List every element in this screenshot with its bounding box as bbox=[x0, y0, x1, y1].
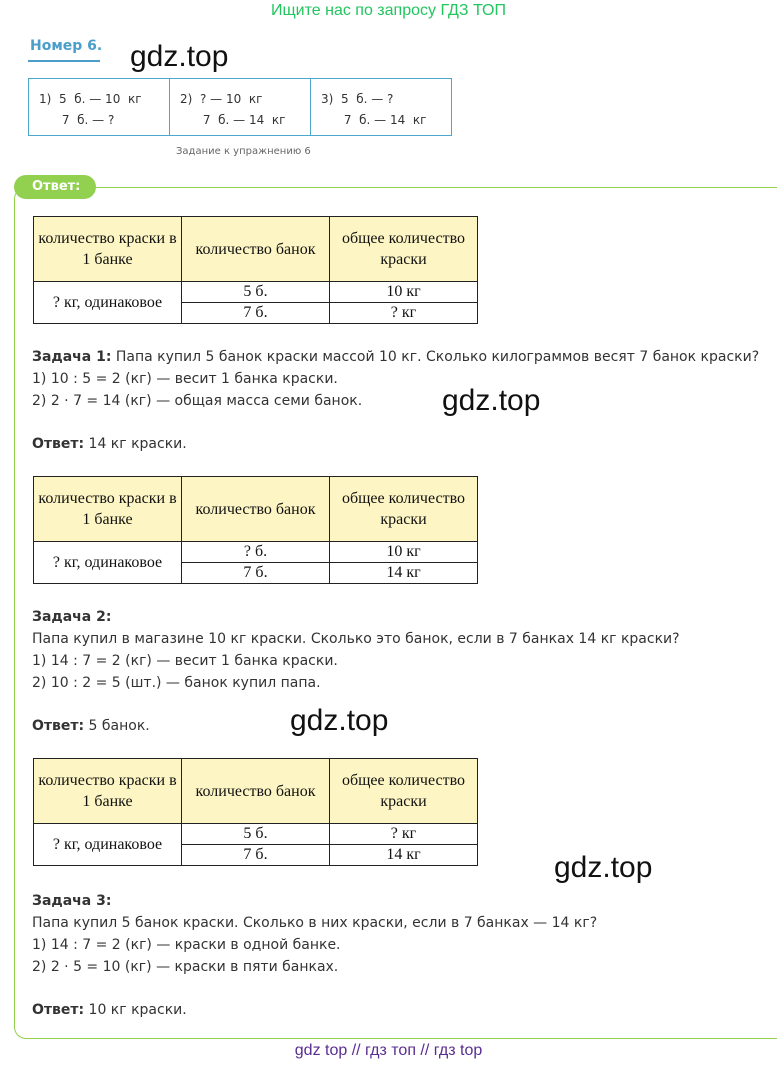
title-underline bbox=[28, 60, 100, 62]
table-cell: 10 кг bbox=[330, 282, 478, 303]
table-header: количество банок bbox=[182, 759, 330, 824]
table-cell: ? кг bbox=[330, 303, 478, 324]
task-3 bbox=[32, 890, 772, 1021]
solution-step: 2) 10 : 2 = 5 (шт.) — банок купил папа. bbox=[32, 675, 321, 691]
answer-text: 14 кг краски. bbox=[88, 436, 187, 452]
table-cell: ? кг, одинаковое bbox=[34, 542, 182, 584]
task-text: Папа купил 5 банок краски. Сколько в них краски, если в 7 банках — 14 кг? bbox=[32, 915, 598, 931]
table-cell: 5 б. bbox=[182, 282, 330, 303]
watermark: gdz.top bbox=[554, 851, 653, 884]
answer-tab: Ответ: bbox=[14, 175, 96, 199]
table-cell: 14 кг bbox=[330, 563, 478, 584]
exercise-number-title: Номер 6. bbox=[30, 38, 103, 54]
table-cell: ? кг bbox=[330, 824, 478, 845]
task-title: Задача 3: bbox=[32, 893, 112, 909]
data-table-1 bbox=[33, 216, 478, 324]
table-cell: 7 б. bbox=[182, 303, 330, 324]
footer-links[interactable]: gdz top // гдз топ // гдз top bbox=[294, 1042, 483, 1059]
search-banner: Ищите нас по запросу ГДЗ ТОП bbox=[271, 2, 506, 19]
table-cell: 10 кг bbox=[330, 542, 478, 563]
task-1 bbox=[32, 346, 772, 455]
task-title: Задача 2: bbox=[32, 609, 112, 625]
solution-step: 1) 14 : 7 = 2 (кг) — краски в одной банке. bbox=[32, 937, 341, 953]
table-cell: 5 б. bbox=[182, 824, 330, 845]
answer-label: Ответ: bbox=[32, 718, 85, 734]
table-cell: ? кг, одинаковое bbox=[34, 282, 182, 324]
watermark: gdz.top bbox=[290, 704, 389, 737]
table-header: общее количество краски bbox=[330, 759, 478, 824]
table-header: общее количество краски bbox=[330, 217, 478, 282]
task-text: Папа купил в магазине 10 кг краски. Сколько это банок, если в 7 банках 14 кг краски? bbox=[32, 631, 680, 647]
answer-text: 10 кг краски. bbox=[88, 1002, 187, 1018]
task-text: Папа купил 5 банок краски массой 10 кг. Сколько килограммов весят 7 банок краски? bbox=[115, 349, 760, 365]
table-cell: ? б. bbox=[182, 542, 330, 563]
table-cell: 7 б. bbox=[182, 563, 330, 584]
table-cell: 14 кг bbox=[330, 845, 478, 866]
task-2 bbox=[32, 606, 772, 737]
table-cell: 7 б. bbox=[182, 845, 330, 866]
table-header: общее количество краски bbox=[330, 477, 478, 542]
solution-step: 2) 2 · 7 = 14 (кг) — общая масса семи банок. bbox=[32, 393, 363, 409]
table-cell: ? кг, одинаковое bbox=[34, 824, 182, 866]
task-title: Задача 1: bbox=[32, 349, 112, 365]
solution-step: 1) 10 : 5 = 2 (кг) — весит 1 банка краски. bbox=[32, 371, 338, 387]
exercise-cell-1: 1) 5 б. — 10 кг 7 б. — ? bbox=[29, 79, 170, 135]
table-header: количество краски в 1 банке bbox=[34, 217, 182, 282]
table-header: количество банок bbox=[182, 217, 330, 282]
solution-step: 1) 14 : 7 = 2 (кг) — весит 1 банка краски. bbox=[32, 653, 338, 669]
exercise-caption: Задание к упражнению 6 bbox=[176, 146, 311, 157]
exercise-box bbox=[28, 78, 452, 136]
table-header: количество банок bbox=[182, 477, 330, 542]
table-header: количество краски в 1 банке bbox=[34, 759, 182, 824]
table-header: количество краски в 1 банке bbox=[34, 477, 182, 542]
answer-label: Ответ: bbox=[32, 436, 85, 452]
data-table-3 bbox=[33, 758, 478, 866]
exercise-cell-2: 2) ? — 10 кг 7 б. — 14 кг bbox=[170, 79, 311, 135]
answer-text: 5 банок. bbox=[88, 718, 150, 734]
solution-step: 2) 2 · 5 = 10 (кг) — краски в пяти банках. bbox=[32, 959, 339, 975]
watermark: gdz.top bbox=[442, 384, 541, 417]
answer-label: Ответ: bbox=[32, 1002, 85, 1018]
data-table-2 bbox=[33, 476, 478, 584]
watermark: gdz.top bbox=[130, 40, 229, 73]
exercise-cell-3: 3) 5 б. — ? 7 б. — 14 кг bbox=[321, 92, 427, 127]
